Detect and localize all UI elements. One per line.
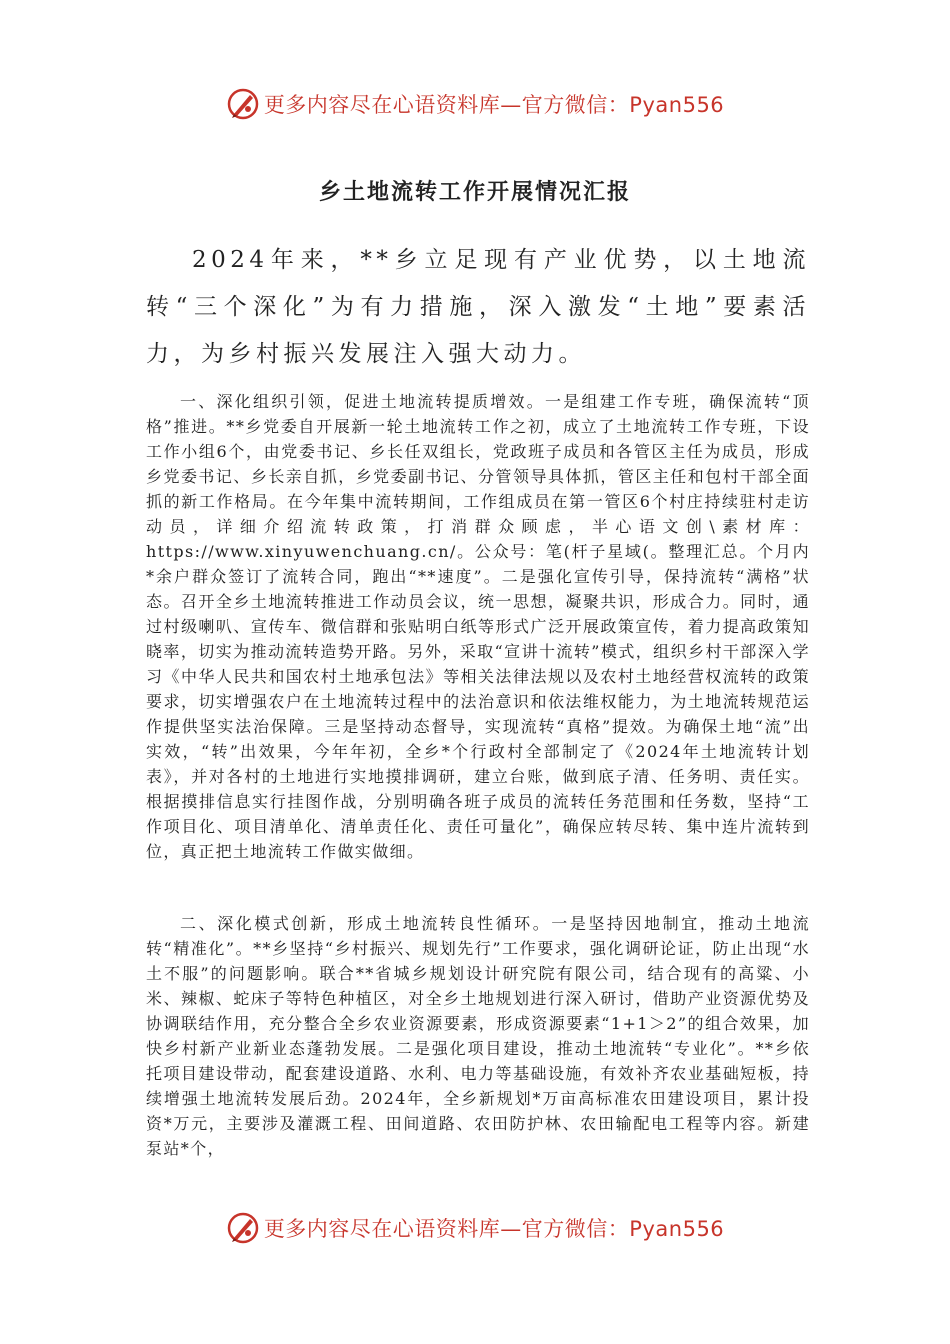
watermark-text: 更多内容尽在心语资料库—官方微信：Pyan556 [263, 1217, 725, 1241]
body-paragraph-2: 二、深化模式创新，形成土地流转良性循环。一是坚持因地制宜，推动土地流转“精准化”。**乡坚持“乡村振兴、规划先行”工作要求，强化调研论证，防止出现“水土不服”的问题影响。联合**省城乡规划设计研究院有限公司，结合现有的高粱、小米、辣椒、蛇床子等特色种植区，对全乡土地规划进行深入研讨，借助产业资源优势及协调联结作用，充分整合全乡农业资源要素，形成资源要素“1+1＞2”的组合效果，加快乡村新产业新业态蓬勃发展。二是强化项目建设，推动土地流转“专业化”。**乡依托项目建设带动，配套建设道路、水利、电力等基础设施，有效补齐农业基础短板，持续增强土地流转发展后劲。2024年，全乡新规划*万亩高标准农田建设项目，累计投资*万元，主要涉及灌溉工程、田间道路、农田防护林、农田输配电工程等内容。新建泵站*个， [146, 914, 810, 1158]
watermark-text: 更多内容尽在心语资料库—官方微信：Pyan556 [263, 93, 725, 117]
body-paragraph-1: 一、深化组织引领，促进土地流转提质增效。一是组建工作专班，确保流转“顶格”推进。**乡党委自开展新一轮土地流转工作之初，成立了土地流转工作专班，下设工作小组6个，由党委书记、乡长任双组长，党政班子成员和各管区主任为成员，形成乡党委书记、乡长亲自抓，乡党委副书记、分管领导具体抓，管区主任和包村干部全面抓的新工作格局。在今年集中流转期间，工作组成员在第一管区6个村庄持续驻村走访动员，详细介绍流转政策，打消群众顾虑，半心语文创\素材库：https://www.xinyuwenchuang.cn/。公众号：笔(杆子星域(。整理汇总。个月内*余户群众签订了流转合同，跑出“**速度”。二是强化宣传引导，保持流转“满格”状态。召开全乡土地流转推进工作动员会议，统一思想，凝聚共识，形成合力。同时，通过村级喇叭、宣传车、微信群和张贴明白纸等形式广泛开展政策宣传，着力提高政策知晓率，切实为推动流转造势开路。另外，采取“宣讲十流转”模式，组织乡村干部深入学习《中华人民共和国农村土地承包法》等相关法律法规以及农村土地经营权流转的政策要求，切实增强农户在土地流转过程中的法治意识和依法维权能力，为土地流转规范运作提供坚实法治保障。三是坚持动态督导，实现流转“真格”提效。为确保土地“流”出实效，“转”出效果，今年年初，全乡*个行政村全部制定了《2024年土地流转计划表》，并对各村的土地进行实地摸排调研，建立台账，做到底子清、任务明、责任实。根据摸排信息实行挂图作战，分别明确各班子成员的流转任务范围和任务数，坚持“工作项目化、项目清单化、清单责任化、责任可量化”，确保应转尽转、集中连片流转到位，真正把土地流转工作做实做细。 [146, 392, 810, 861]
header-watermark-banner [0, 84, 950, 124]
lead-paragraph: 2024年来，**乡立足现有产业优势，以土地流转“三个深化”为有力措施，深入激发“土地”要素活力，为乡村振兴发展注入强大动力。 [146, 247, 810, 367]
document-title: 乡土地流转工作开展情况汇报 [318, 179, 631, 205]
footer-watermark-banner [0, 1208, 950, 1248]
pen-logo-icon [226, 87, 260, 121]
pen-logo-icon [226, 1211, 260, 1245]
